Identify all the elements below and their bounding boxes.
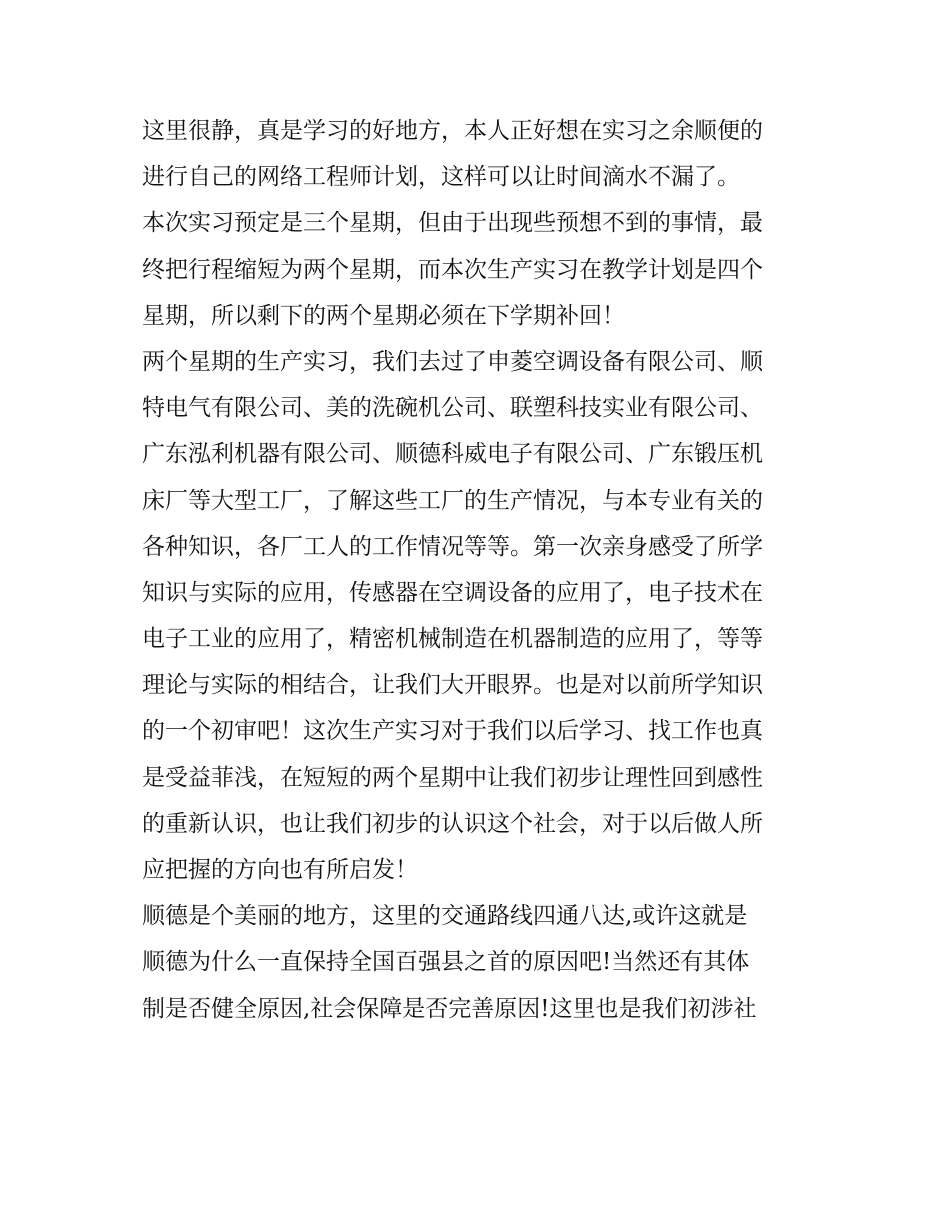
- text-line: 知识与实际的应用，传感器在空调设备的应用了，电子技术在: [142, 579, 763, 606]
- text-line: 星期，所以剩下的两个星期必须在下学期补回！: [142, 302, 625, 329]
- text-line: 理论与实际的相结合，让我们大开眼界。也是对以前所学知识: [142, 672, 763, 699]
- text-line: 终把行程缩短为两个星期，而本次生产实习在教学计划是四个: [142, 256, 763, 283]
- text-line: 这里很静，真是学习的好地方，本人正好想在实习之余顺便的: [142, 118, 763, 144]
- text-line: 顺德为什么一直保持全国百强县之首的原因吧!当然还有其体: [142, 949, 750, 976]
- text-line: 顺德是个美丽的地方，这里的交通路线四通八达,或许这就是: [142, 903, 748, 930]
- text-line: 的一个初审吧！这次生产实习对于我们以后学习、找工作也真: [142, 718, 763, 745]
- text-line: 制是否健全原因,社会保障是否完善原因!这里也是我们初涉社: [142, 995, 757, 1022]
- text-line: 进行自己的网络工程师计划，这样可以让时间滴水不漏了。: [142, 164, 740, 191]
- text-line: 各种知识，各厂工人的工作情况等等。第一次亲身感受了所学: [142, 533, 763, 560]
- text-line: 电子工业的应用了，精密机械制造在机器制造的应用了，等等: [142, 626, 763, 653]
- text-line: 的重新认识，也让我们初步的认识这个社会，对于以后做人所: [142, 810, 763, 837]
- text-line: 是受益菲浅，在短短的两个星期中让我们初步让理性回到感性: [142, 764, 763, 791]
- text-line: 两个星期的生产实习，我们去过了申菱空调设备有限公司、顺: [142, 348, 763, 375]
- text-line: 广东泓利机器有限公司、顺德科威电子有限公司、广东锻压机: [142, 441, 763, 468]
- text-line: 特电气有限公司、美的洗碗机公司、联塑科技实业有限公司、: [142, 395, 763, 422]
- body-text: [142, 108, 822, 1032]
- text-line: 本次实习预定是三个星期，但由于出现些预想不到的事情，最: [142, 210, 763, 237]
- text-line: 应把握的方向也有所启发！: [142, 857, 418, 883]
- text-line: 床厂等大型工厂，了解这些工厂的生产情况，与本专业有关的: [142, 487, 763, 514]
